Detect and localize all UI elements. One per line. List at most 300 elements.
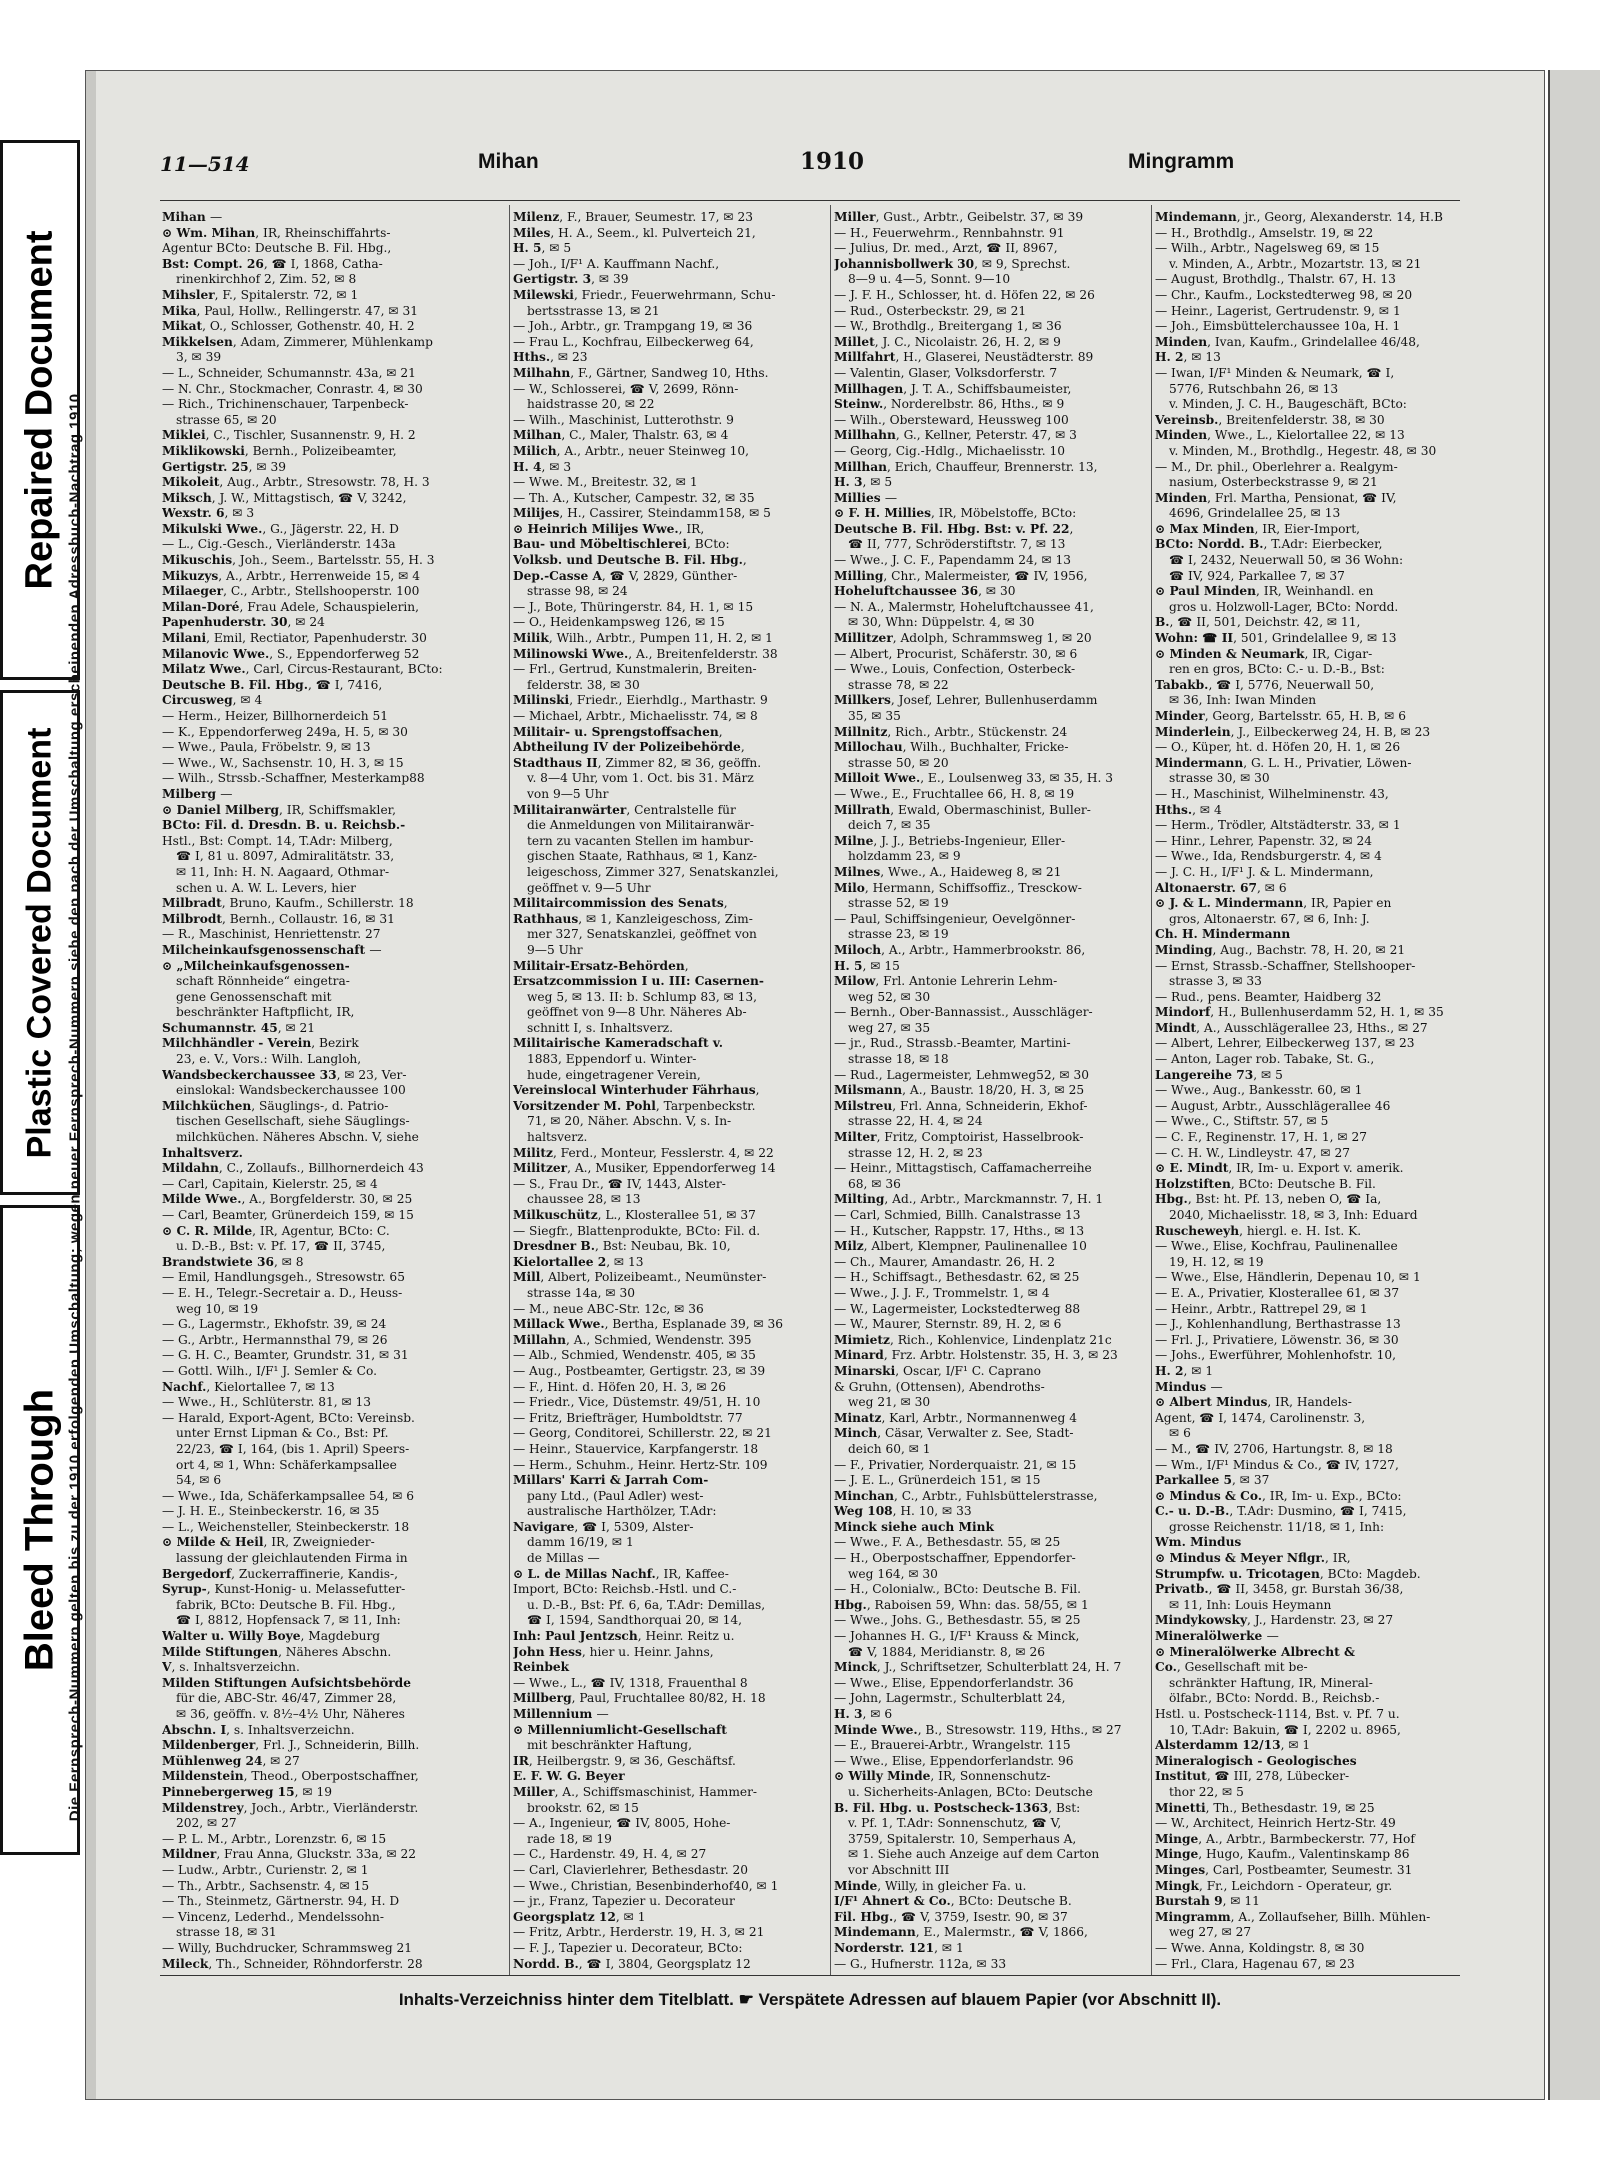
directory-line: Circusweg, ✉ 4 [162,693,263,708]
directory-line: Milkuschütz, L., Klosterallee 51, ✉ 37 [513,1208,756,1222]
directory-line: — R., Maschinist, Henriettenstr. 27 [162,927,381,942]
directory-line: Millack Wwe., Bertha, Esplanade 39, ✉ 36 [513,1317,784,1332]
directory-line: Milinowski Wwe., A., Breitenfelderstr. 38 [513,646,778,661]
directory-line: ⊙ Milde & Heil, IR, Zweignieder- [162,1535,375,1550]
directory-line: — Johannes H. G., I/F¹ Krauss & Minck, [834,1629,1080,1644]
directory-line: — G., Lagermstr., Ekhofstr. 39, ✉ 24 [162,1317,387,1332]
directory-line: Mikulski Wwe., G., Jägerstr. 22, H. D [162,521,399,536]
directory-line: Millochau, Wilh., Buchhalter, Fricke- [834,740,1069,755]
directory-line: 35, ✉ 35 [848,709,901,723]
directory-line: Langereihe 73, ✉ 5 [1155,1067,1283,1082]
directory-line: Minges, Carl, Postbeamter, Seumestr. 31 [1155,1862,1413,1877]
directory-line: — Heinr., Mittagstisch, Caffamacherreihe [834,1161,1092,1176]
directory-line: Militairanwärter, Centralstelle für [513,802,736,817]
directory-line: Brandstwiete 36, ✉ 8 [162,1254,304,1269]
directory-line: — O., Küper, ht. d. Höfen 20, H. 1, ✉ 26 [1155,740,1401,755]
directory-line: Mikuzys, A., Arbtr., Herrenweide 15, ✉ 4 [162,568,420,583]
directory-line: Steinw., Norderelbstr. 86, Hths., ✉ 9 [834,397,1065,412]
directory-line: — L., Weichensteller, Steinbeckerstr. 18 [162,1519,410,1534]
directory-line: Wandsbeckerchaussee 33, ✉ 23, Ver- [162,1067,407,1082]
directory-line: gene Genossenschaft mit [176,989,332,1004]
column-divider [830,205,831,1975]
directory-line: Mikuschis, Joh., Seem., Bartelsstr. 55, H. 3 [162,553,435,568]
directory-line: Milo, Hermann, Schiffsoffiz., Tresckow- [834,880,1082,895]
header-right-word: Mingramm [1128,150,1235,173]
directory-line: Mikoleit, Aug., Arbtr., Stresowstr. 78, H. 3 [162,475,430,490]
directory-line: — Frau L., Kochfrau, Eilbeckerweg 64, [513,334,754,349]
column-divider [1151,205,1152,1975]
directory-line: Mindorf, H., Bullenhuserdamm 52, H. 1, ✉ 35 [1155,1005,1444,1020]
directory-line: Vorsitzender M. Pohl, Tarpenbeckstr. [513,1098,756,1113]
directory-line: — Wwe., Paula, Fröbelstr. 9, ✉ 13 [162,740,371,755]
directory-line: — Wwe., E., Fruchtallee 66, H. 8, ✉ 19 [834,786,1075,801]
directory-line: strasse 18, ✉ 31 [176,1925,277,1940]
directory-line: Minge, Hugo, Kaufm., Valentinskamp 86 [1155,1847,1410,1862]
directory-line: Milich, A., Arbtr., neuer Steinweg 10, [513,443,750,458]
directory-line: Wm. Mindus [1155,1535,1242,1550]
directory-line: — Anton, Lager rob. Tabake, St. G., [1155,1052,1375,1067]
directory-line: mit beschränkter Haftung, [527,1738,692,1753]
column-4 [1155,210,1469,1970]
directory-line: — Ch., Maurer, Amandastr. 26, H. 2 [834,1254,1056,1269]
directory-line: Mildahn, C., Zollaufs., Billhornerdeich 43 [162,1161,424,1176]
directory-line: V, s. Inhaltsverzeichn. [162,1660,300,1675]
directory-line: — Heinr., Lagerist, Gertrudenstr. 9, ✉ 1 [1155,303,1401,318]
directory-line: Import, BCto: Reichsb.-Hstl. und C.- [513,1582,737,1597]
directory-line: — Wwe., Elise, Eppendorferlandstr. 96 [834,1753,1074,1768]
column-2 [513,210,827,1970]
directory-line: H. 2, ✉ 13 [1155,350,1221,365]
directory-line: schränkter Haftung, IR, Mineral- [1169,1675,1373,1690]
directory-line: strasse 78, ✉ 22 [848,677,949,692]
directory-line: 54, ✉ 6 [176,1473,222,1488]
directory-line: ☎ I, 2432, Neuerwall 50, ✉ 36 Wohn: [1169,553,1404,568]
directory-line: Mimietz, Rich., Kohlenvice, Lindenplatz 21c [834,1332,1112,1347]
directory-line: Mingk, Fr., Leichdorn - Operateur, gr. [1155,1878,1393,1893]
directory-line: 1883, Eppendorf u. Winter- [527,1052,697,1067]
directory-line: — E., Brauerei-Arbtr., Wrangelstr. 115 [834,1738,1071,1753]
directory-line: u. D.-B., Bst: v. Pf. 17, ☎ II, 3745, [176,1239,386,1254]
directory-line: ⊙ J. & L. Mindermann, IR, Papier en [1155,896,1392,911]
directory-line: — jr., Rud., Strassb.-Beamter, Martini- [834,1036,1071,1051]
directory-line: für die, ABC-Str. 46/47, Zimmer 28, [176,1691,397,1706]
directory-line: — W., Maurer, Sternstr. 89, H. 2, ✉ 6 [834,1317,1062,1332]
directory-line: ☎ II, 777, Schröderstiftstr. 7, ✉ 13 [848,537,1066,552]
directory-line: Militair-Ersatz-Behörden, [513,958,689,973]
directory-line: mer 327, Senatskanzlei, geöffnet von [527,927,757,942]
directory-line: Minde, Willy, in gleicher Fa. u. [834,1878,1027,1893]
directory-line: strasse 50, ✉ 20 [848,755,949,770]
directory-line: 9—5 Uhr [527,942,583,957]
directory-line: Mildenstein, Theod., Oberpostschaffner, [162,1769,419,1784]
directory-line: Millberg, Paul, Fruchtallee 80/82, H. 18 [513,1691,766,1706]
directory-line: — H., Schiffsagt., Bethesdastr. 62, ✉ 25 [834,1270,1080,1285]
side-note-text: Die Fernsprech-Nummern gelten bis zu der 1910 erfolgenden Umschaltung; wegen neuer Fernsprech-Nummern siehe den nach der Umschaltung erscheinenden Adressbuch-Nachtrag 1910. [66,388,84,1822]
directory-line: Parkallee 5, ✉ 37 [1155,1473,1270,1488]
directory-line: v. Minden, J. C. H., Baugeschäft, BCto: [1169,397,1407,412]
directory-line: rinenkirchhof 2, Zim. 52, ✉ 8 [176,272,357,287]
directory-line: Milz, Albert, Klempner, Paulinenallee 10 [834,1239,1087,1254]
directory-line: ⊙ L. de Millas Nachf., IR, Kaffee- [513,1566,729,1581]
directory-line: — Herm., Heizer, Billhornerdeich 51 [162,709,389,723]
directory-line: beschränkter Haftpflicht, IR, [176,1005,355,1020]
directory-line: Mihan — [162,210,223,224]
directory-line: deich 7, ✉ 35 [848,818,931,833]
directory-line: Minden, Ivan, Kaufm., Grindelallee 46/48, [1155,334,1420,349]
directory-line: — G., Hufnerstr. 112a, ✉ 33 [834,1956,1007,1970]
directory-line: 10, T.Adr: Bakuin, ☎ I, 2202 u. 8965, [1169,1722,1401,1737]
directory-line: Milloit Wwe., E., Loulsenweg 33, ✉ 35, H. 3 [834,771,1113,786]
directory-line: Milting, Ad., Arbtr., Marckmannstr. 7, H. 1 [834,1192,1104,1207]
directory-line: rade 18, ✉ 19 [527,1831,612,1846]
directory-line: Hstl. u. Postscheck-1114, Bst. v. Pf. 7 u. [1155,1707,1400,1721]
directory-line: — H., Brothdlg., Amselstr. 19, ✉ 22 [1155,225,1374,240]
directory-line: geöffnet von 9—8 Uhr. Näheres Ab- [527,1005,747,1020]
directory-line: C.- u. D.-B., T.Adr: Dusmino, ☎ I, 7415, [1155,1504,1407,1519]
directory-line: — Heinr., Stauervice, Karpfangerstr. 18 [513,1441,759,1456]
directory-line: Hths., ✉ 23 [513,350,588,365]
directory-line: Miksch, J. W., Mittagstisch, ☎ V, 3242, [162,490,407,505]
directory-line: 22/23, ☎ I, 164, (bis 1. April) Speers- [176,1441,410,1456]
directory-line: tischen Gesellschaft, siehe Säuglings- [176,1114,410,1129]
directory-line: — Rich., Trichinenschauer, Tarpenbeck- [162,397,409,412]
directory-line: ⊙ Wm. Mihan, IR, Rheinschiffahrts- [162,225,391,240]
directory-line: ⊙ E. Mindt, IR, Im- u. Export v. amerik. [1155,1161,1404,1176]
directory-line: Pinnebergerweg 15, ✉ 19 [162,1784,332,1799]
directory-line: — Th., Steinmetz, Gärtnerstr. 94, H. D [162,1894,400,1909]
directory-line: & Gruhn, (Ottensen), Abendroths- [834,1379,1045,1394]
directory-line: — Carl, Capitain, Kielerstr. 25, ✉ 4 [162,1176,378,1191]
directory-line: u. D.-B., Bst: Pf. 6, 6a, T.Adr: Demillas, [527,1597,766,1612]
directory-line: Hstl., Bst: Compt. 14, T.Adr: Milberg, [162,833,393,848]
directory-line: — Th., Arbtr., Sachsenstr. 4, ✉ 15 [162,1878,370,1893]
directory-line: Deutsche B. Fil. Hbg. Bst: v. Pf. 22, [834,521,1074,536]
directory-line: schen u. A. W. L. Levers, hier [176,880,357,895]
directory-line: — G. H. C., Beamter, Grundstr. 31, ✉ 31 [162,1348,409,1363]
directory-line: — Wwe., H., Schlüterstr. 81, ✉ 13 [162,1395,372,1410]
directory-line: — Chr., Kaufm., Lockstedterweg 98, ✉ 20 [1155,287,1413,302]
directory-line: strasse 23, ✉ 19 [848,927,949,942]
top-rule [160,200,1460,201]
directory-line: — Julius, Dr. med., Arzt, ☎ II, 8967, [834,241,1058,256]
directory-line: ⊙ Willy Minde, IR, Sonnenschutz- [834,1769,1051,1784]
directory-line: Hths., ✉ 4 [1155,802,1222,817]
directory-line: Wohn: ☎ II, 501, Grindelallee 9, ✉ 13 [1155,631,1397,646]
directory-line: — Wwe., Elise, Kochfrau, Paulinenallee [1155,1239,1398,1254]
directory-line: Minder, Georg, Bartelsstr. 65, H. B, ✉ 6 [1155,709,1406,723]
directory-line: Navigare, ☎ I, 5309, Alster- [513,1519,694,1534]
directory-line: schnitt I, s. Inhaltsverz. [527,1020,673,1035]
directory-line: Milinski, Friedr., Eierhdlg., Marthastr. 9 [513,693,768,708]
directory-line: Milan-Doré, Frau Adele, Schauspielerin, [162,599,420,614]
directory-line: H. 2, ✉ 1 [1155,1363,1214,1378]
directory-line: H. 3, ✉ 6 [834,1707,893,1721]
directory-line: Milaeger, C., Arbtr., Stellshooperstr. 100 [162,584,420,599]
directory-line: — Wwe., W., Sachsenstr. 10, H. 3, ✉ 15 [162,755,404,770]
directory-line: Minding, Aug., Bachstr. 78, H. 20, ✉ 21 [1155,942,1406,957]
page-number: 11—514 [160,152,250,176]
directory-line: — Rud., pens. Beamter, Haidberg 32 [1155,989,1382,1004]
bottom-rule [160,1975,1460,1976]
directory-line: Strumpfw. u. Tricotagen, BCto: Magdeb. [1155,1566,1421,1581]
directory-line: strasse 98, ✉ 24 [527,584,628,599]
directory-line: einslokal: Wandsbeckerchaussee 100 [176,1083,406,1098]
directory-line: H. 4, ✉ 3 [513,459,572,474]
directory-line: Mildner, Frau Anna, Gluckstr. 33a, ✉ 22 [162,1847,417,1862]
directory-line: — H., Feuerwehrm., Rennbahnstr. 91 [834,225,1065,240]
directory-line: Militz, Ferd., Monteur, Fesslerstr. 4, ✉ 22 [513,1145,774,1160]
directory-line: ⊙ Max Minden, IR, Eier-Import, [1155,521,1361,536]
directory-line: — Carl, Schmied, Billh. Canalstrasse 13 [834,1208,1081,1222]
directory-line: 3759, Spitalerstr. 10, Semperhaus A, [848,1831,1077,1846]
directory-line: ☎ I, 8812, Hopfensack 7, ✉ 11, Inh: [176,1613,401,1628]
directory-line: leigeschoss, Zimmer 327, Senatskanzlei, [527,864,779,879]
directory-line: Mineralölwerke — [1155,1629,1279,1644]
directory-line: milchküchen. Näheres Abschn. V, siehe [176,1130,419,1145]
directory-line: 23, e. V., Vors.: Wilh. Langloh, [176,1052,362,1067]
directory-line: Millhagen, J. T. A., Schiffsbaumeister, [834,381,1072,396]
directory-line: 71, ✉ 20, Näher. Abschn. V, s. In- [527,1114,732,1129]
directory-line: — C. F., Reginenstr. 17, H. 1, ✉ 27 [1155,1130,1367,1145]
directory-line: Nachf., Kielortallee 7, ✉ 13 [162,1379,335,1394]
directory-line: ölfabr., BCto: Nordd. B., Reichsb.- [1169,1691,1380,1706]
directory-line: Milenz, F., Brauer, Seumestr. 17, ✉ 23 [513,210,753,224]
directory-line: ⊙ Mindus & Co., IR, Im- u. Exp., BCto: [1155,1488,1402,1503]
directory-line: — August, Arbtr., Ausschlägerallee 46 [1155,1098,1391,1113]
directory-line: Norderstr. 121, ✉ 1 [834,1940,964,1955]
column-3 [834,210,1148,1970]
directory-line: v. Pf. 1, T.Adr: Sonnenschutz, ☎ V, [848,1816,1062,1831]
directory-line: Kielortallee 2, ✉ 13 [513,1254,644,1269]
directory-line: — H., Maschinist, Wilhelminenstr. 43, [1155,786,1389,801]
directory-line: BCto: Fil. d. Dresdn. B. u. Reichsb.- [162,818,406,833]
directory-line: — Joh., Arbtr., gr. Trampgang 19, ✉ 36 [513,319,753,334]
directory-line: ☎ I, 81 u. 8097, Admiralitätstr. 33, [176,849,395,864]
directory-line: Dep.-Casse A, ☎ V, 2829, Günther- [513,568,738,583]
directory-line: Rathhaus, ✉ 1, Kanzleigeschoss, Zim- [513,911,753,926]
directory-line: — Bernh., Ober-Bannassist., Ausschläger- [834,1005,1093,1020]
directory-line: Tabakb., ☎ I, 5776, Neuerwall 50, [1155,677,1375,692]
directory-line: — Aug., Postbeamter, Gertigstr. 23, ✉ 39 [513,1363,766,1378]
directory-line: Mileck, Th., Schneider, Röhndorferstr. 28 [162,1956,423,1970]
directory-line: weg 52, ✉ 30 [848,989,931,1004]
directory-line: ✉ 11, Inh: Louis Heymann [1169,1597,1332,1612]
directory-line: ⊙ Albert Mindus, IR, Handels- [1155,1395,1352,1410]
directory-line: brookstr. 62, ✉ 15 [527,1800,639,1815]
directory-line: Minch, Cäsar, Verwalter z. See, Stadt- [834,1426,1074,1441]
directory-line: Minarski, Oscar, I/F¹ C. Caprano [834,1363,1042,1378]
directory-line: Mildenberger, Frl. J., Schneiderin, Billh. [162,1738,420,1753]
directory-line: ren en gros, BCto: C.- u. D.-B., Bst: [1169,662,1385,677]
directory-line: — jr., Franz, Tapezier u. Decorateur [513,1894,735,1909]
directory-line: weg 10, ✉ 19 [176,1301,259,1316]
directory-line: Nordd. B., ☎ I, 3804, Georgsplatz 12 [513,1956,751,1970]
directory-line: ⊙ Mineralölwerke Albrecht & [1155,1644,1355,1659]
directory-line: — Carl, Clavierlehrer, Bethesdastr. 20 [513,1862,749,1877]
directory-line: Milbrodt, Bernh., Collaustr. 16, ✉ 31 [162,911,395,926]
directory-line: — Wwe., Aug., Bankesstr. 60, ✉ 1 [1155,1083,1363,1098]
directory-line: Milsmann, A., Baustr. 18/20, H. 3, ✉ 25 [834,1083,1085,1098]
directory-line: Milani, Emil, Rectiator, Papenhuderstr. 30 [162,631,427,646]
directory-line: Millrath, Ewald, Obermaschinist, Buller- [834,802,1091,817]
directory-line: 2040, Michaelisstr. 18, ✉ 3, Inh: Eduard [1169,1208,1418,1222]
repaired-document-text: Repaired Document [18,230,61,590]
directory-line: v. 8—4 Uhr, vom 1. Oct. bis 31. März [527,771,754,786]
directory-line: — H., Kutscher, Rappstr. 17, Hths., ✉ 13 [834,1223,1085,1238]
directory-line: Abschn. I, s. Inhaltsverzeichn. [162,1722,355,1737]
directory-line: — F., Hint. d. Höfen 20, H. 3, ✉ 26 [513,1379,726,1394]
directory-line: Minge, A., Arbtr., Barmbeckerstr. 77, Hof [1155,1831,1415,1846]
directory-line: Hoheluftchaussee 36, ✉ 30 [834,584,1016,599]
directory-line: Mindus — [1155,1379,1223,1394]
directory-line: ☎ IV, 924, Parkallee 7, ✉ 37 [1169,568,1345,583]
directory-line: damm 16/19, ✉ 1 [527,1535,634,1550]
directory-line: 19, H. 12, ✉ 19 [1169,1254,1264,1269]
directory-line: Millnitz, Rich., Arbtr., Stückenstr. 24 [834,724,1068,739]
directory-line: Dresdner B., Bst: Neubau, Bk. 10, [513,1239,731,1254]
directory-line: Mindt, A., Ausschlägerallee 23, Hths., ✉ 27 [1155,1020,1428,1035]
directory-line: — H., Colonialw., BCto: Deutsche B. Fil. [834,1582,1082,1597]
directory-line: Ruscheweyh, hiergl. e. H. Ist. K. [1155,1223,1362,1238]
directory-line: IR, Heilbergstr. 9, ✉ 36, Geschäftsf. [513,1753,736,1768]
directory-line: — Rud., Osterbeckstr. 29, ✉ 21 [834,303,1027,318]
directory-line: — J., Bote, Thüringerstr. 84, H. 1, ✉ 15 [513,599,754,614]
directory-line: — Wilh., Maschinist, Lutterothstr. 9 [513,412,734,427]
directory-line: BCto: Nordd. B., T.Adr: Eierbecker, [1155,537,1383,552]
directory-line: — Alb., Schmied, Wendenstr. 405, ✉ 35 [513,1348,756,1363]
directory-line: Mühlenweg 24, ✉ 27 [162,1753,300,1768]
directory-line: Militzer, A., Musiker, Eppendorferweg 14 [513,1161,776,1176]
directory-line: weg 21, ✉ 30 [848,1395,931,1410]
directory-line: Millitzer, Adolph, Schrammsweg 1, ✉ 20 [834,631,1092,646]
directory-line: Militair- u. Sprengstoffsachen, [513,724,723,739]
directory-line: — Heinr., Arbtr., Rattrepel 29, ✉ 1 [1155,1301,1368,1316]
directory-line: felderstr. 38, ✉ 30 [527,677,640,692]
directory-line: — Michael, Arbtr., Michaelisstr. 74, ✉ 8 [513,709,758,723]
directory-line: unter Ernst Lipman & Co., Bst: Pf. [176,1426,389,1441]
directory-line: Papenhuderstr. 30, ✉ 24 [162,615,325,630]
directory-line: — Wwe. Anna, Koldingstr. 8, ✉ 30 [1155,1940,1365,1955]
directory-line: — Georg, Cig.-Hdlg., Michaelisstr. 10 [834,443,1065,458]
directory-line: ✉ 36, geöffn. v. 8½–4½ Uhr, Näheres [176,1707,405,1721]
directory-line: 68, ✉ 36 [848,1176,901,1191]
directory-line: Privatb., ☎ II, 3458, gr. Burstah 36/38, [1155,1582,1404,1597]
directory-line: strasse 65, ✉ 20 [176,412,277,427]
directory-line: — F. J., Tapezier u. Decorateur, BCto: [513,1940,743,1955]
directory-line: lassung der gleichlautenden Firma in [176,1551,408,1566]
directory-line: bertsstrasse 13, ✉ 21 [527,303,660,318]
directory-line: Gertigstr. 25, ✉ 39 [162,459,286,474]
directory-line: Schumannstr. 45, ✉ 21 [162,1020,316,1035]
page-footer: Inhalts-Verzeichniss hinter dem Titelblatt. ☛ Verspätete Adressen auf blauem Papier (vor Abschnitt II). [398,1990,1222,2009]
directory-line: — Herm., Schuhm., Heinr. Hertz-Str. 109 [513,1457,768,1472]
directory-line: Milik, Wilh., Arbtr., Pumpen 11, H. 2, ✉ 1 [513,631,773,646]
directory-line: — Wwe., Else, Händlerin, Depenau 10, ✉ 1 [1155,1270,1421,1285]
directory-line: vor Abschnitt III [848,1862,950,1877]
directory-line: Militaircommission des Senats, [513,896,728,911]
directory-line: — Paul, Schiffsingenieur, Oevelgönner- [834,911,1076,926]
directory-line: Millhahn, G., Kellner, Peterstr. 47, ✉ 3 [834,428,1077,443]
directory-line: schaft Rönnheide“ eingetra- [176,974,350,989]
directory-line: gros u. Holzwoll-Lager, BCto: Nordd. [1169,599,1399,614]
directory-line: — W., Brothdlg., Breitergang 1, ✉ 36 [834,319,1062,334]
directory-line: australische Harthölzer, T.Adr: [527,1504,717,1519]
directory-line: Vereinslocal Winterhuder Fährhaus, [513,1083,760,1098]
directory-line: — N. A., Malermstr, Hoheluftchaussee 41, [834,599,1094,614]
directory-line: tern zu vacanten Stellen im hambur- [527,833,754,848]
directory-line: — W., Schlosserei, ☎ V, 2699, Rönn- [513,381,739,396]
column-divider [509,205,510,1975]
directory-line: ☎ I, 1594, Sandthorquai 20, ✉ 14, [527,1613,742,1628]
directory-line: — Fritz, Arbtr., Herderstr. 19, H. 3, ✉ 21 [513,1925,765,1940]
directory-line: holzdamm 23, ✉ 9 [848,849,961,864]
directory-line: Walter u. Willy Boye, Magdeburg [162,1629,381,1644]
directory-line: — O., Heidenkampsweg 126, ✉ 15 [513,615,725,630]
directory-line: nasium, Osterbeckstrasse 9, ✉ 21 [1169,475,1378,490]
directory-line: weg 164, ✉ 30 [848,1566,938,1581]
directory-line: — Wwe., Christian, Besenbinderhof40, ✉ 1 [513,1878,779,1893]
directory-line: — Wwe. M., Breitestr. 32, ✉ 1 [513,475,698,490]
directory-line: — F., Privatier, Norderquaistr. 21, ✉ 15 [834,1457,1077,1472]
directory-line: Milow, Frl. Antonie Lehrerin Lehm- [834,974,1058,989]
directory-line: — E. A., Privatier, Klosterallee 61, ✉ 37 [1155,1285,1400,1300]
directory-line: H. 3, ✉ 5 [834,475,893,490]
directory-line: Volksb. und Deutsche B. Fil. Hbg., [513,553,747,568]
directory-line: 3, ✉ 39 [176,350,222,365]
directory-line: strasse 22, H. 4, ✉ 24 [848,1114,983,1129]
header-left-word: Mihan [478,150,539,173]
directory-line: — Friedr., Vice, Düstemstr. 49/51, H. 10 [513,1395,761,1410]
directory-line: Minard, Frz. Arbtr. Holstenstr. 35, H. 3, ✉ 23 [834,1348,1118,1363]
directory-line: — Georg, Conditorei, Schillerstr. 22, ✉ 21 [513,1426,772,1441]
directory-line: u. Sicherheits-Anlagen, BCto: Deutsche [848,1784,1093,1799]
directory-line: Mildenstrey, Joch., Arbtr., Vierländerstr. [162,1800,419,1815]
directory-line: — August, Brothdlg., Thalstr. 67, H. 13 [1155,272,1396,287]
directory-line: Hbg., Bst: ht. Pf. 13, neben O, ☎ Ia, [1155,1192,1382,1207]
directory-line: — Joh., I/F¹ A. Kauffmann Nachf., [513,256,720,271]
directory-line: — L., Cig.-Gesch., Vierländerstr. 143a [162,537,396,552]
directory-line: gros, Altonaerstr. 67, ✉ 6, Inh: J. [1169,911,1370,926]
directory-line: — Ludw., Arbtr., Curienstr. 2, ✉ 1 [162,1862,369,1877]
directory-line: B. Fil. Hbg. u. Postscheck-1363, Bst: [834,1800,1081,1815]
directory-line: — Vincenz, Lederhd., Mendelssohn- [162,1909,384,1924]
directory-line: Millkers, Josef, Lehrer, Bullenhuserdamm [834,693,1098,708]
directory-line: — M., ☎ IV, 2706, Hartungstr. 8, ✉ 18 [1155,1441,1393,1456]
directory-line: Millies — [834,490,898,505]
directory-line: — Rud., Lagermeister, Lehmweg52, ✉ 30 [834,1067,1089,1082]
directory-line: Minden, Frl. Martha, Pensionat, ☎ IV, [1155,490,1397,505]
directory-line: Agent, ☎ I, 1474, Carolinenstr. 3, [1155,1410,1366,1425]
directory-line: Vereinsb., Breitenfelderstr. 38, ✉ 30 [1155,412,1385,427]
directory-line: — S., Frau Dr., ☎ IV, 1443, Alster- [513,1176,726,1191]
directory-line: — Wilh., Arbtr., Nagelsweg 69, ✉ 15 [1155,241,1380,256]
side-note [55,215,95,1995]
directory-line: Milhan, C., Maler, Thalstr. 63, ✉ 4 [513,428,729,443]
directory-line: Milnes, Wwe., A., Haideweg 8, ✉ 21 [834,864,1062,879]
directory-line: Inh: Paul Jentzsch, Heinr. Reitz u. [513,1629,735,1644]
directory-line: Miller, Gust., Arbtr., Geibelstr. 37, ✉ 39 [834,210,1084,224]
directory-line: — John, Lagermstr., Schulterblatt 24, [834,1691,1066,1706]
directory-line: Millars' Karri & Jarrah Com- [513,1473,709,1488]
directory-line: — Wwe., J. C. F., Papendamm 24, ✉ 13 [834,553,1072,568]
directory-line: weg 27, ✉ 35 [848,1020,931,1035]
directory-line: Minde Wwe., B., Stresowstr. 119, Hths., ✉ 27 [834,1722,1122,1737]
directory-line: ☎ V, 1884, Meridianstr. 8, ✉ 26 [848,1644,1045,1659]
directory-line: — Siegfr., Blattenprodukte, BCto: Fil. d. [513,1223,761,1238]
directory-line: Johannisbollwerk 30, ✉ 9, Sprechst. [834,256,1071,271]
directory-line: H. 5, ✉ 15 [834,958,900,973]
directory-line: — Herm., Trödler, Altstädterstr. 33, ✉ 1 [1155,818,1401,833]
